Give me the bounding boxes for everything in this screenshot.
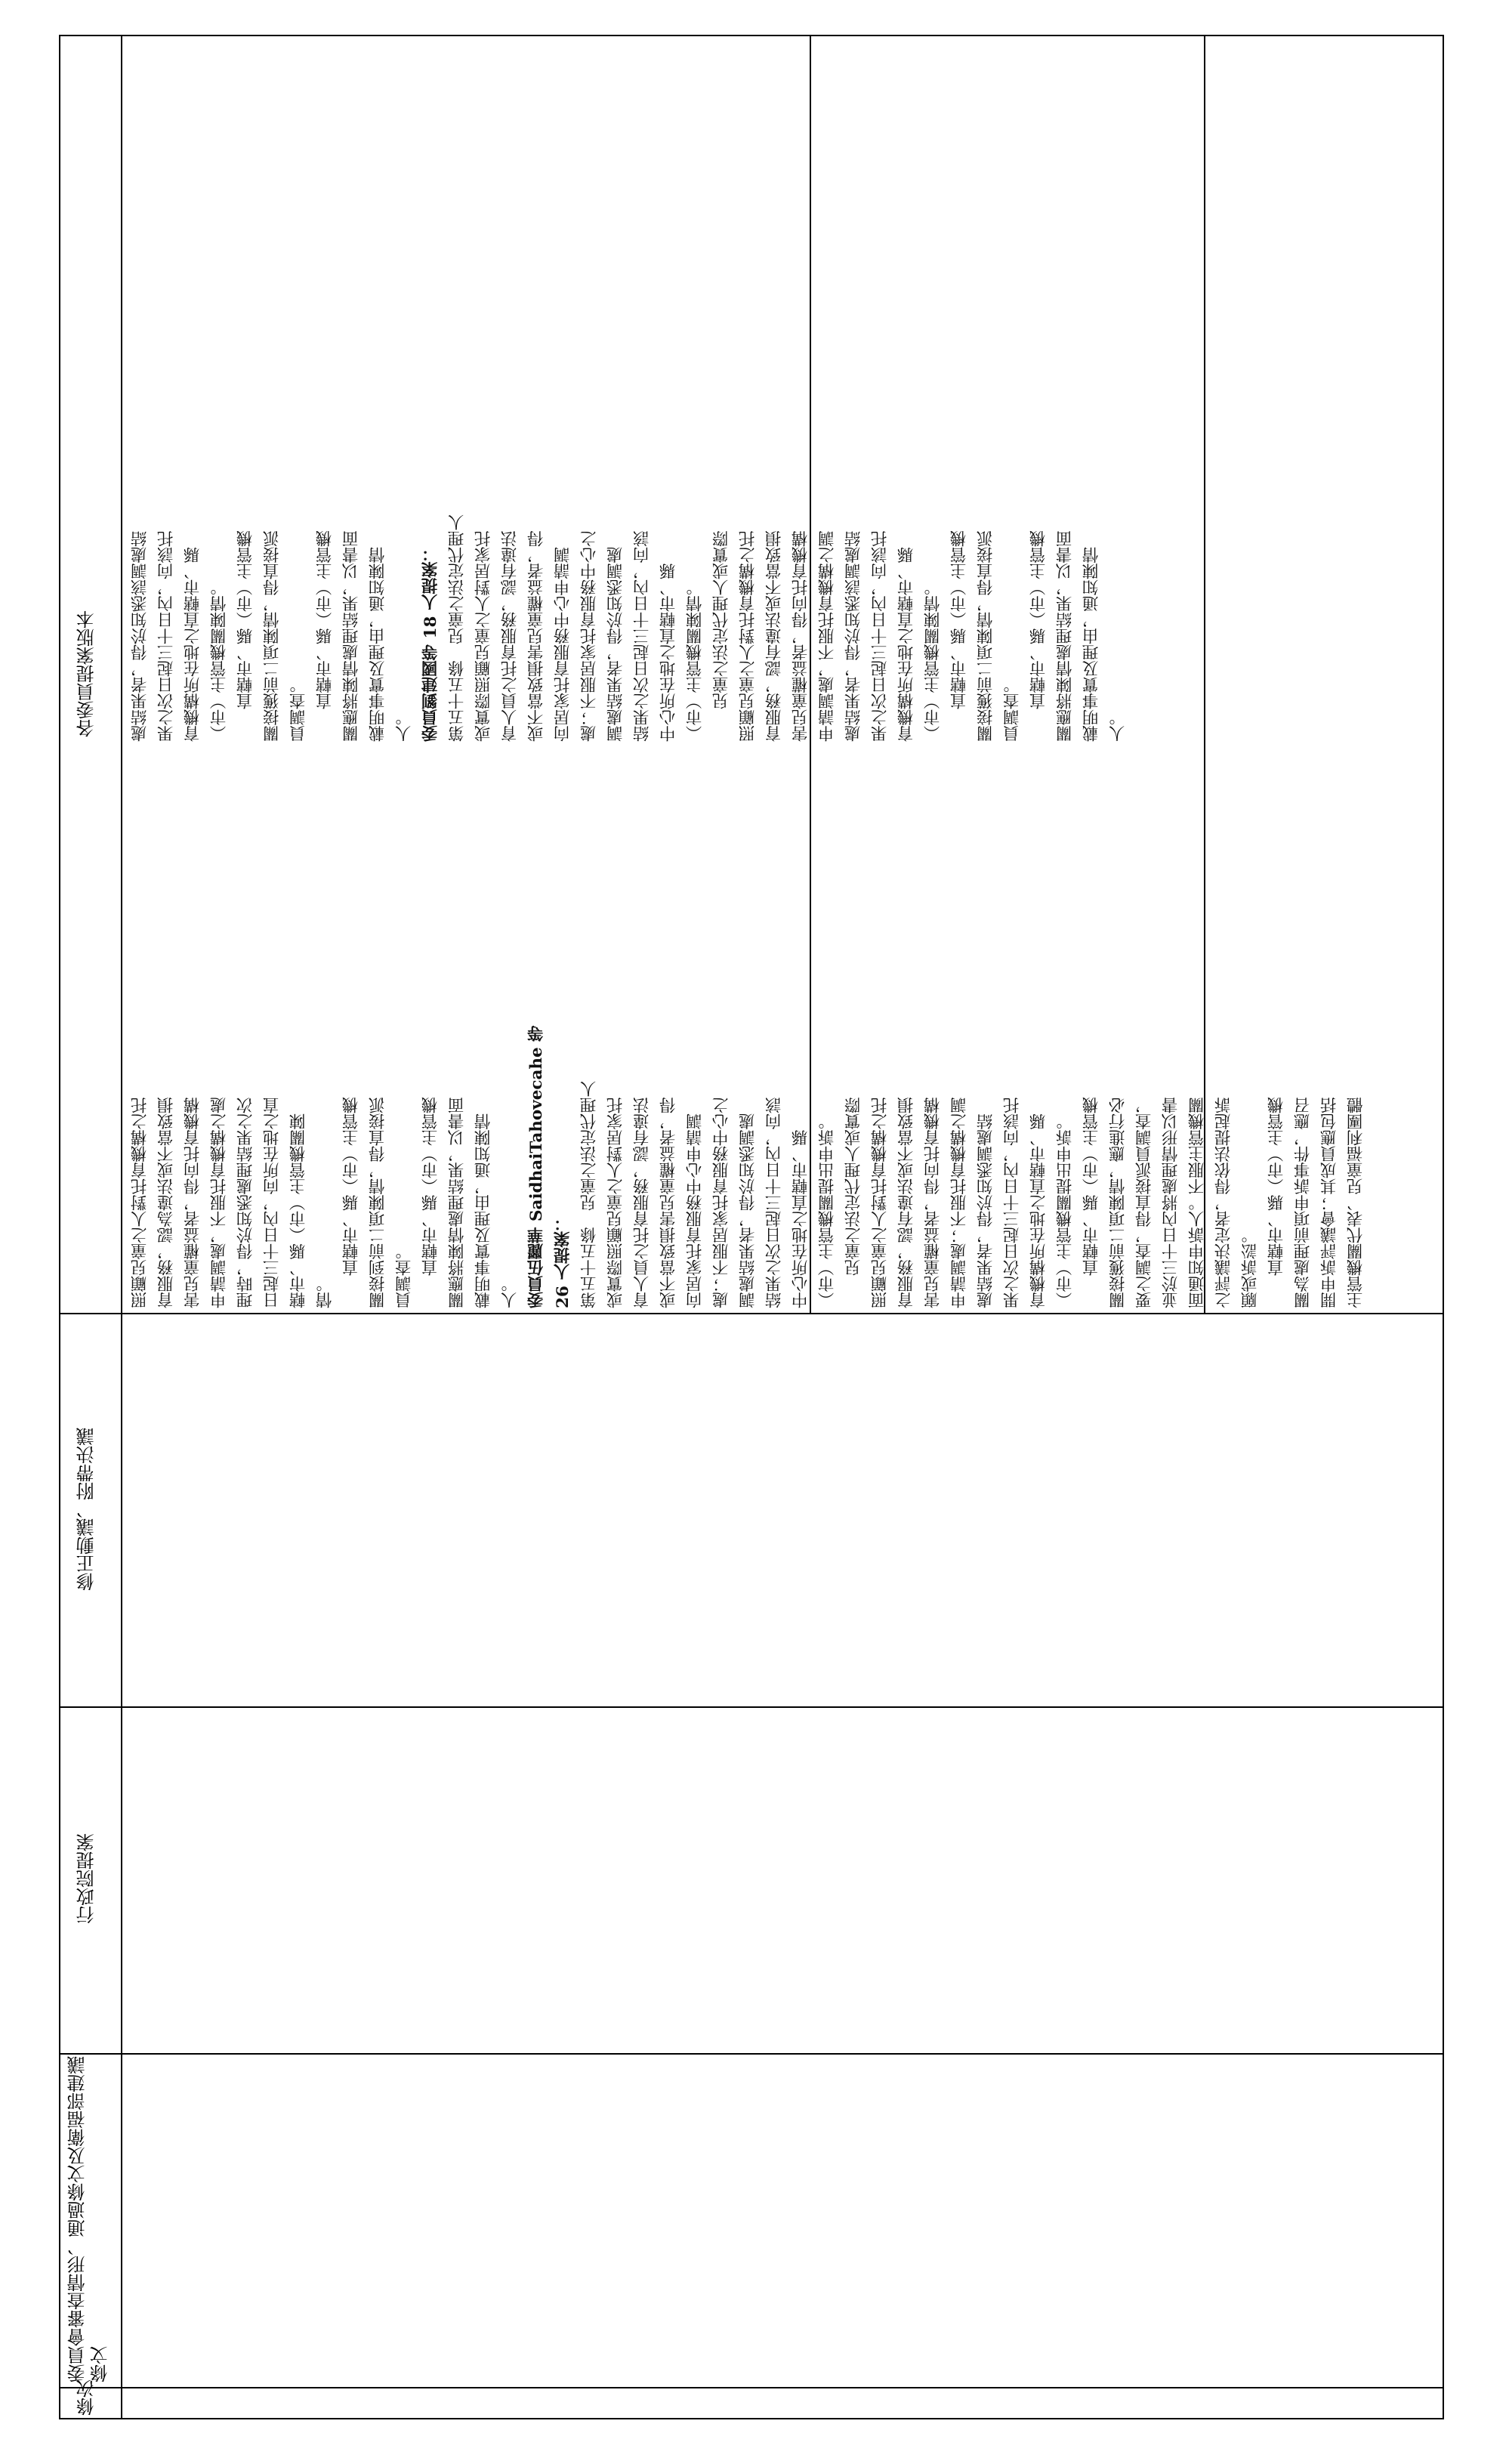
proposal-line: 或實際照顧兒童之人對居家托 bbox=[606, 1097, 625, 1308]
proposal-line: 關應將陳情處理結果，以書面 bbox=[342, 530, 361, 742]
proposal-line: 果之次日起三十日內，向該托 bbox=[157, 530, 176, 742]
header-executive: 行政院提案 bbox=[76, 1833, 97, 1924]
proposal-line: 育人員之托育服務，認有違法 bbox=[633, 1097, 652, 1308]
proposal-line: 關應將陳情處理結果，以書面 bbox=[1056, 530, 1075, 742]
proposal-line: 直轄市、縣（市）主管機 bbox=[421, 1097, 440, 1276]
proposal-line: 直轄市、縣（市）主管機 bbox=[1029, 530, 1048, 709]
proposal-line: 直轄市、縣（市）主管機 bbox=[316, 530, 335, 709]
divider-article bbox=[59, 2387, 1444, 2388]
proposal-line: 情。 bbox=[316, 1276, 335, 1308]
proposal-line: 關接獲前二項陳情，得直接派 bbox=[977, 530, 995, 742]
proposal-line: （市）主管機關陳情。 bbox=[924, 579, 943, 742]
proposal-line: 調處結果者，得於知悉調處 bbox=[606, 547, 625, 742]
proposal-line: （市）主管機關陳情。 bbox=[210, 579, 229, 742]
proposal-line: 育機構所在地之直轄市、縣 bbox=[184, 547, 202, 742]
proposal-line: （市）主管機關陳情。 bbox=[686, 579, 705, 742]
proposal-line: 委員伍麗華 SaidhaiTahovecahe 等 bbox=[527, 1025, 546, 1308]
proposal-line: 中心所在地之直轄市、縣 bbox=[659, 563, 678, 742]
proposal-line: （市）主管機關提出申訴。 bbox=[818, 1113, 837, 1308]
proposal-line: 理時，得於知悉處理結果之次 bbox=[236, 1097, 255, 1308]
proposal-line: 處結果者，得於知悉調處結 bbox=[977, 1113, 995, 1308]
proposal-line: 果之次日起三十日內，向該托 bbox=[871, 530, 890, 742]
header-committee: 委員會審查情形、通過條文及衛福部建議條文 bbox=[67, 2056, 111, 2382]
proposal-line: 直轄市、縣（市）主管機 bbox=[950, 530, 969, 709]
proposal-line: 育服務，認有違法或不當致損 bbox=[897, 1097, 916, 1308]
proposal-line: 照顧兒童之人對托育機構之托 bbox=[739, 530, 758, 742]
header-divider bbox=[121, 35, 122, 2419]
proposal-line: 向居家托育服務中心申請調 bbox=[686, 1113, 705, 1308]
proposal-line: 要之調查，得直接派員調查， bbox=[1135, 1097, 1154, 1308]
proposal-line: 之評議決定者，得依法提起訴 bbox=[1214, 1097, 1233, 1308]
proposal-line: 申請調處，不服托育機構之處 bbox=[210, 1097, 229, 1308]
proposal-line: 第五十五條 兒童之法定代理人 bbox=[580, 1081, 599, 1308]
proposal-line: 關接獲前二項陳情，得直接派 bbox=[263, 530, 282, 742]
proposal-line: 開申訴評議會；其成員應包括 bbox=[1320, 1097, 1339, 1308]
proposal-line: 果之次日起三十日內，向該托 bbox=[1003, 1097, 1022, 1308]
proposal-line: 育機構所在地之直轄市、縣 bbox=[1029, 1113, 1048, 1308]
proposal-line: 載明事實及理由，通知陳情 bbox=[474, 1113, 493, 1308]
proposal-line: 關接到前二項陳情，得直接派 bbox=[369, 1097, 387, 1308]
proposal-line: 調處結果者，得於知悉調處 bbox=[739, 1113, 758, 1308]
proposal-line: 面通知申訴人。不服主管機關 bbox=[1188, 1097, 1207, 1308]
proposal-line: 人。 bbox=[501, 1276, 520, 1308]
proposal-line: 中心所在地之直轄市、縣 bbox=[792, 1129, 810, 1308]
proposal-line: 或實際照顧兒童之人對居家托 bbox=[474, 530, 493, 742]
proposal-line: 第五十五條 兒童之法定代理人 bbox=[448, 514, 467, 742]
proposal-line: 員調查。 bbox=[1003, 677, 1022, 742]
proposal-line: 育服務，認有違法或不當致損 bbox=[765, 530, 784, 742]
proposal-line: 照顧兒童之人對托育機構之托 bbox=[131, 1097, 150, 1308]
proposal-line: 員調查。 bbox=[395, 1243, 414, 1308]
proposal-line: 委員劉建國等 18 人提案： bbox=[421, 545, 440, 742]
proposal-line: 26 人提案： bbox=[554, 1215, 572, 1308]
proposal-line: 或不當致損害兒童權益者，得 bbox=[659, 1097, 678, 1308]
proposal-line: 人。 bbox=[1109, 709, 1128, 742]
proposal-line: 載明事實及理由，通知陳情 bbox=[1082, 547, 1101, 742]
proposal-line: 兒童之法定代理人或實際 bbox=[844, 1097, 863, 1276]
divider-executive bbox=[59, 1706, 1444, 1708]
proposal-line: 處結果者，得於知悉該調處結 bbox=[131, 530, 150, 742]
proposal-line: 員調查。 bbox=[289, 677, 308, 742]
proposal-line: 照顧兒童之人對托育機構之托 bbox=[871, 1097, 890, 1308]
proposal-line: 處；不服居家托育服務中心之 bbox=[580, 530, 599, 742]
proposal-line: 載明事實及理由，通知陳情 bbox=[369, 547, 387, 742]
proposal-line: 關接獲前二項陳情，應進行必 bbox=[1109, 1097, 1128, 1308]
proposal-line: 轄市、縣（市）主管機關陳 bbox=[289, 1113, 308, 1308]
proposal-line: 關應將陳情處理結果，以書面 bbox=[448, 1097, 467, 1308]
proposal-line: 兒童之法定代理人或實際 bbox=[712, 530, 731, 709]
proposal-line: 申請調處；不服托育機構之調 bbox=[950, 1097, 969, 1308]
proposal-line: 處結果者，得於知悉該調處結 bbox=[844, 530, 863, 742]
proposal-line: 或不當致損害兒童權益者，得 bbox=[527, 530, 546, 742]
proposal-line: 育服務，認為違法或不當致損 bbox=[157, 1097, 176, 1308]
proposal-line: 日起三十日內，向所在地之直 bbox=[263, 1097, 282, 1308]
header-proposals: 各委員提案版本 bbox=[76, 610, 97, 737]
proposal-line: 害兒童權益者，得向托育機構 bbox=[184, 1097, 202, 1308]
proposals-text-column-2 bbox=[127, 38, 1184, 742]
proposal-line: （市）主管機關提出申訴。 bbox=[1056, 1113, 1075, 1308]
proposal-line: 並於三十日內將處理情形以書 bbox=[1162, 1097, 1180, 1308]
proposal-line: 關為處理前項申訴事件，應召 bbox=[1294, 1097, 1313, 1308]
proposals-text-column-1 bbox=[127, 755, 1441, 1308]
proposal-line: 育人員之托育服務，認有違法 bbox=[501, 530, 520, 742]
proposal-line: 直轄市、縣（市）主管機 bbox=[342, 1097, 361, 1276]
header-amendment: 修正動議、附帶決議 bbox=[76, 1428, 97, 1591]
proposal-line: 向居家托育服務中心申請調 bbox=[554, 547, 572, 742]
proposal-line: 結果之次日起三十日內，向該 bbox=[765, 1097, 784, 1308]
proposal-line: 願或訴訟。 bbox=[1241, 1227, 1260, 1308]
proposal-line: 害兒童權益者，得向托育機構 bbox=[792, 530, 810, 742]
divider-committee bbox=[59, 2053, 1444, 2055]
proposal-line: 人。 bbox=[395, 709, 414, 742]
proposal-line: 主管機關代表、兒童福利團體 bbox=[1347, 1097, 1366, 1308]
proposal-line: 直轄市、縣（市）主管機 bbox=[1082, 1097, 1101, 1276]
proposal-line: 處；不服居家托育服務中心之 bbox=[712, 1097, 731, 1308]
proposal-line: 害兒童權益者，得向托育機構 bbox=[924, 1097, 943, 1308]
proposal-line: 申請調處，不服托育機構之調 bbox=[818, 530, 837, 742]
proposal-line: 育機構所在地之直轄市、縣 bbox=[897, 547, 916, 742]
proposal-line: 直轄市、縣（市）主管機 bbox=[1267, 1097, 1286, 1276]
proposal-line: 結果之次日起三十日內，向該 bbox=[633, 530, 652, 742]
header-article-no: 條次 bbox=[76, 2379, 97, 2416]
proposal-line: 直轄市、縣（市）主管機 bbox=[236, 530, 255, 709]
divider-amendment bbox=[59, 1313, 1444, 1314]
